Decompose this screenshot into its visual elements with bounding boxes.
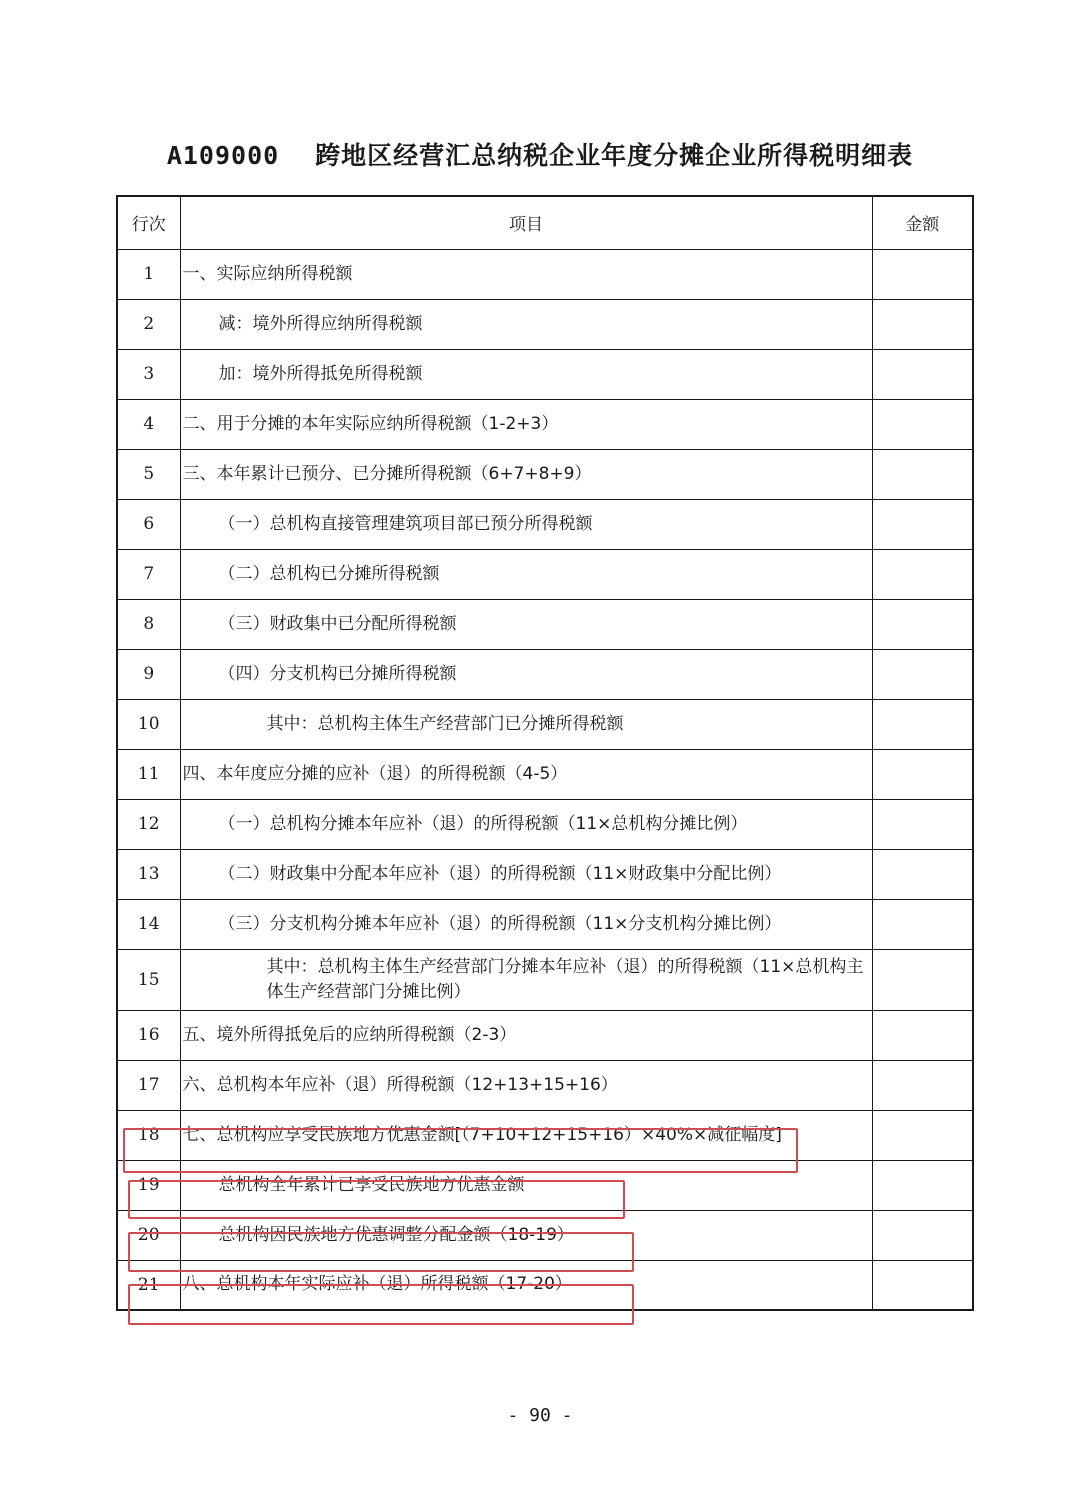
table-row bbox=[117, 1060, 973, 1110]
table-row bbox=[117, 899, 973, 949]
row-number: 1 bbox=[117, 249, 180, 299]
table-row bbox=[117, 249, 973, 299]
table-row bbox=[117, 849, 973, 899]
row-item: （二）财政集中分配本年应补（退）的所得税额（11×财政集中分配比例） bbox=[218, 863, 782, 884]
row-item: 四、本年度应分摊的应补（退）的所得税额（4-5） bbox=[182, 763, 568, 784]
form-code: A109000 bbox=[166, 141, 280, 170]
table-row bbox=[117, 449, 973, 499]
row-item: 五、境外所得抵免后的应纳所得税额（2-3） bbox=[182, 1024, 517, 1045]
form-title-text: 跨地区经营汇总纳税企业年度分摊企业所得税明细表 bbox=[315, 141, 914, 170]
table-row bbox=[117, 299, 973, 349]
table-row bbox=[117, 499, 973, 549]
row-item: （三）财政集中已分配所得税额 bbox=[218, 613, 457, 634]
row-amount-cell[interactable] bbox=[872, 1210, 973, 1260]
table-row bbox=[117, 699, 973, 749]
table-row bbox=[117, 749, 973, 799]
row-item: 六、总机构本年应补（退）所得税额（12+13+15+16） bbox=[182, 1074, 618, 1095]
row-amount-cell[interactable] bbox=[872, 599, 973, 649]
row-amount-cell[interactable] bbox=[872, 899, 973, 949]
row-number: 15 bbox=[117, 949, 180, 1010]
table-row bbox=[117, 649, 973, 699]
row-item: （三）分支机构分摊本年应补（退）的所得税额（11×分支机构分摊比例） bbox=[218, 913, 782, 934]
row-amount-cell[interactable] bbox=[872, 699, 973, 749]
row-item: 二、用于分摊的本年实际应纳所得税额（1-2+3） bbox=[182, 413, 559, 434]
table-row bbox=[117, 1010, 973, 1060]
row-item: 三、本年累计已预分、已分摊所得税额（6+7+8+9） bbox=[182, 463, 592, 484]
row-amount-cell[interactable] bbox=[872, 349, 973, 399]
row-number: 6 bbox=[117, 499, 180, 549]
row-number: 17 bbox=[117, 1060, 180, 1110]
row-amount-cell[interactable] bbox=[872, 1010, 973, 1060]
row-number: 21 bbox=[117, 1260, 180, 1310]
table-row bbox=[117, 1110, 973, 1160]
header-item: 项目 bbox=[180, 196, 872, 249]
row-amount-cell[interactable] bbox=[872, 949, 973, 1010]
row-number: 13 bbox=[117, 849, 180, 899]
row-amount-cell[interactable] bbox=[872, 1060, 973, 1110]
row-number: 19 bbox=[117, 1160, 180, 1210]
page-number: - 90 - bbox=[507, 1405, 573, 1426]
row-amount-cell[interactable] bbox=[872, 299, 973, 349]
row-item: 其中：总机构主体生产经营部门已分摊所得税额 bbox=[266, 713, 624, 734]
table-row bbox=[117, 949, 973, 1010]
row-item: （二）总机构已分摊所得税额 bbox=[218, 563, 440, 584]
row-amount-cell[interactable] bbox=[872, 1260, 973, 1310]
row-item: 总机构因民族地方优惠调整分配金额（18-19） bbox=[218, 1224, 574, 1245]
row-amount-cell[interactable] bbox=[872, 449, 973, 499]
row-amount-cell[interactable] bbox=[872, 399, 973, 449]
table-row bbox=[117, 799, 973, 849]
table-header-row bbox=[117, 196, 973, 249]
header-amount: 金额 bbox=[872, 196, 973, 249]
table-row bbox=[117, 349, 973, 399]
row-amount-cell[interactable] bbox=[872, 849, 973, 899]
header-row-number: 行次 bbox=[117, 196, 180, 249]
row-item: （四）分支机构已分摊所得税额 bbox=[218, 663, 457, 684]
row-amount-cell[interactable] bbox=[872, 749, 973, 799]
row-number: 16 bbox=[117, 1010, 180, 1060]
row-amount-cell[interactable] bbox=[872, 1110, 973, 1160]
table-row bbox=[117, 1160, 973, 1210]
row-item: 一、实际应纳所得税额 bbox=[182, 263, 353, 284]
row-number: 11 bbox=[117, 749, 180, 799]
row-item: （一）总机构分摊本年应补（退）的所得税额（11×总机构分摊比例） bbox=[218, 813, 748, 834]
row-item: 总机构全年累计已享受民族地方优惠金额 bbox=[218, 1174, 525, 1195]
table-row bbox=[117, 599, 973, 649]
row-number: 14 bbox=[117, 899, 180, 949]
row-amount-cell[interactable] bbox=[872, 249, 973, 299]
table-row bbox=[117, 549, 973, 599]
row-amount-cell[interactable] bbox=[872, 1160, 973, 1210]
page-title bbox=[0, 136, 1080, 172]
row-amount-cell[interactable] bbox=[872, 499, 973, 549]
table-row bbox=[117, 1210, 973, 1260]
row-number: 20 bbox=[117, 1210, 180, 1260]
row-item: 八、总机构本年实际应补（退）所得税额（17-20） bbox=[182, 1274, 572, 1295]
row-number: 10 bbox=[117, 699, 180, 749]
tax-detail-table bbox=[116, 195, 974, 1311]
row-number: 12 bbox=[117, 799, 180, 849]
row-amount-cell[interactable] bbox=[872, 649, 973, 699]
row-item: 减：境外所得应纳所得税额 bbox=[218, 313, 423, 334]
row-item: 加：境外所得抵免所得税额 bbox=[218, 363, 423, 384]
row-number: 18 bbox=[117, 1110, 180, 1160]
row-number: 8 bbox=[117, 599, 180, 649]
row-number: 7 bbox=[117, 549, 180, 599]
row-item: 七、总机构应享受民族地方优惠金额[（7+10+12+15+16）×40%×减征幅度] bbox=[182, 1124, 782, 1145]
row-number: 2 bbox=[117, 299, 180, 349]
row-number: 3 bbox=[117, 349, 180, 399]
row-number: 9 bbox=[117, 649, 180, 699]
table-row bbox=[117, 399, 973, 449]
row-item: （一）总机构直接管理建筑项目部已预分所得税额 bbox=[218, 513, 593, 534]
table-row bbox=[117, 1260, 973, 1310]
row-number: 4 bbox=[117, 399, 180, 449]
row-amount-cell[interactable] bbox=[872, 799, 973, 849]
row-number: 5 bbox=[117, 449, 180, 499]
row-amount-cell[interactable] bbox=[872, 549, 973, 599]
row-item: 其中：总机构主体生产经营部门分摊本年应补（退）的所得税额（11×总机构主体生产经营部门分摊比例） bbox=[266, 956, 864, 1002]
